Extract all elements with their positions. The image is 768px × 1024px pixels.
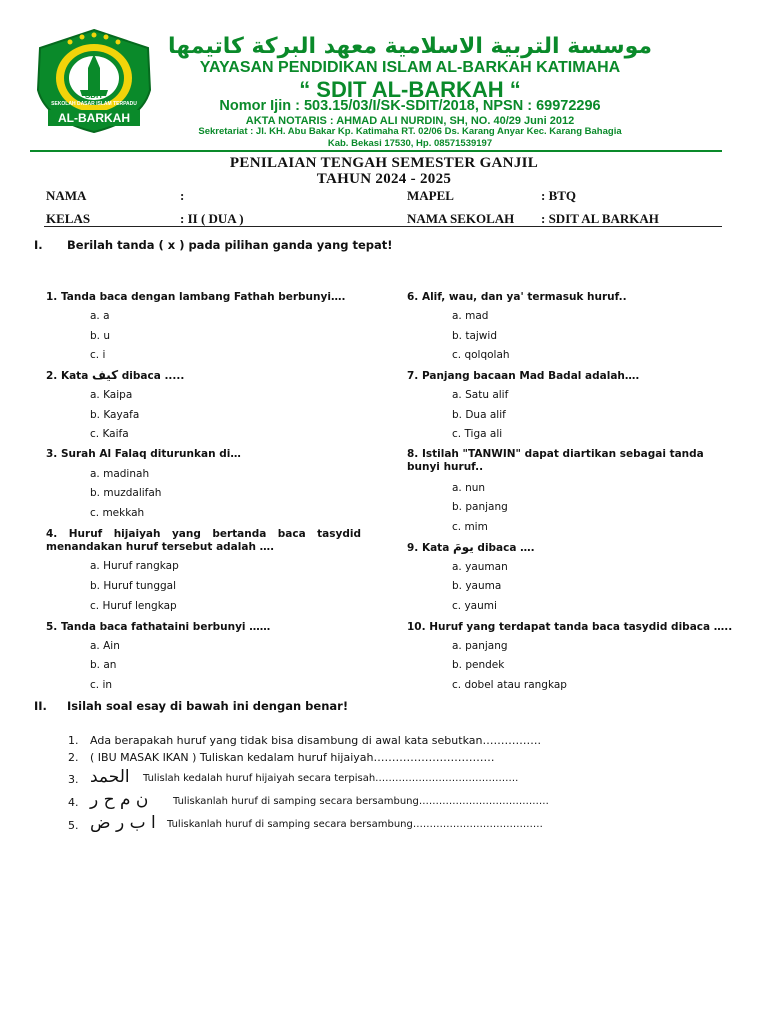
arabic-foundation-title: موسسة التربية الاسلامية معهد البركة كاتيمها	[167, 34, 653, 59]
q9-option-c[interactable]: c. yaumi	[452, 600, 497, 612]
q4-option-b[interactable]: b. Huruf tunggal	[90, 580, 177, 592]
school-label: NAMA SEKOLAH	[407, 211, 515, 226]
q8-option-c[interactable]: c. mim	[452, 521, 488, 533]
subject-label: MAPEL	[407, 188, 454, 203]
question-3: 3. Surah Al Falaq diturunkan di…	[46, 448, 241, 460]
q5-option-a[interactable]: a. Ain	[90, 640, 120, 652]
logo-banner-text: AL-BARKAH	[58, 111, 130, 125]
regency-phone: Kab. Bekasi 17530, Hp. 08571539197	[327, 138, 493, 149]
q7-option-b[interactable]: b. Dua alif	[452, 409, 506, 421]
essay-3-number: 3.	[68, 773, 79, 786]
class-label: KELAS	[46, 211, 91, 226]
essay-3-arabic: الحمد	[90, 767, 130, 787]
q3-option-c[interactable]: c. mekkah	[90, 507, 145, 519]
exam-title: PENILAIAN TENGAH SEMESTER GANJIL	[229, 155, 539, 171]
question-9-suffix: dibaca ….	[477, 542, 535, 554]
q2-option-c[interactable]: c. Kaifa	[90, 428, 129, 440]
essay-5-text: Tuliskanlah huruf di samping secara bersambung…………………………………	[167, 819, 543, 830]
q8-option-b[interactable]: b. panjang	[452, 501, 508, 513]
name-label: NAMA	[46, 188, 87, 203]
logo-sdit-text: SDIT	[84, 91, 104, 100]
essay-2-number: 2.	[68, 751, 79, 764]
q4-option-a[interactable]: a. Huruf rangkap	[90, 560, 179, 572]
q6-option-b[interactable]: b. tajwid	[452, 330, 497, 342]
section-2-number: II.	[34, 699, 47, 713]
q6-option-a[interactable]: a. mad	[452, 310, 489, 322]
question-9-prefix: 9. Kata	[407, 542, 450, 554]
essay-1-text: Ada berapakah huruf yang tidak bisa disambung di awal kata sebutkan…………….	[90, 734, 541, 747]
q3-option-a[interactable]: a. madinah	[90, 468, 150, 480]
q9-option-b[interactable]: b. yauma	[452, 580, 502, 592]
essay-3-text: Tulislah kedalah huruf hijaiyah secara terpisah…………………………………….	[143, 773, 519, 784]
q10-option-a[interactable]: a. panjang	[452, 640, 508, 652]
q2-option-b[interactable]: b. Kayafa	[90, 409, 140, 421]
school-value: : SDIT AL BARKAH	[541, 211, 659, 226]
q7-option-a[interactable]: a. Satu alif	[452, 389, 509, 401]
exam-year: TAHUN 2024 - 2025	[316, 171, 452, 187]
name-colon: :	[180, 188, 185, 203]
q3-option-b[interactable]: b. muzdalifah	[90, 487, 162, 499]
section-2-instruction: Isilah soal esay di bawah ini dengan benar!	[67, 699, 349, 713]
school-name: “ SDIT AL-BARKAH “	[299, 77, 521, 102]
foundation-name: YAYASAN PENDIDIKAN ISLAM AL-BARKAH KATIMAHA	[199, 59, 621, 76]
school-logo	[30, 28, 158, 134]
essay-4-text: Tuliskanlah huruf di samping secara bersambung…………………………………	[173, 796, 549, 807]
notary-deed: AKTA NOTARIS : AHMAD ALI NURDIN, SH, NO. 40/29 Juni 2012	[245, 115, 575, 127]
q9-option-a[interactable]: a. yauman	[452, 561, 508, 573]
q5-option-b[interactable]: b. an	[90, 659, 117, 671]
q10-option-b[interactable]: b. pendek	[452, 659, 505, 671]
question-9-arabic-word: يومَ	[452, 540, 474, 554]
essay-5-arabic: ا ب ر ض	[90, 813, 156, 833]
essay-1-number: 1.	[68, 734, 79, 747]
secretariat-address: Sekretariat : Jl. KH. Abu Bakar Kp. Katimaha RT. 02/06 Ds. Karang Anyar Kec. Karang Bahagia	[198, 126, 622, 137]
question-2-arabic-word: كيف	[91, 368, 119, 382]
subject-value: : BTQ	[541, 188, 577, 203]
question-6: 6. Alif, wau, dan ya' termasuk huruf..	[407, 291, 627, 303]
info-divider	[44, 226, 722, 227]
q10-option-c[interactable]: c. dobel atau rangkap	[452, 679, 567, 691]
essay-4-number: 4.	[68, 796, 79, 809]
question-10: 10. Huruf yang terdapat tanda baca tasydid dibaca …..	[407, 621, 733, 633]
q2-option-a[interactable]: a. Kaipa	[90, 389, 133, 401]
header-divider	[30, 150, 722, 152]
section-1-number: I.	[34, 238, 43, 252]
q1-option-b[interactable]: b. u	[90, 330, 110, 342]
q4-option-c[interactable]: c. Huruf lengkap	[90, 600, 177, 612]
essay-5-number: 5.	[68, 819, 79, 832]
question-8: 8. Istilah "TANWIN" dapat diartikan sebagai tanda bunyi huruf..	[407, 448, 704, 473]
logo-ring-text: SEKOLAH DASAR ISLAM TERPADU	[51, 101, 137, 107]
question-5: 5. Tanda baca fathataini berbunyi ……	[46, 621, 271, 633]
question-2	[46, 368, 184, 382]
question-9	[407, 540, 535, 554]
q1-option-a[interactable]: a. a	[90, 310, 110, 322]
question-4: 4. Huruf hijaiyah yang bertanda baca tasydid menandakan huruf tersebut adalah ….	[46, 528, 361, 553]
q5-option-c[interactable]: c. in	[90, 679, 113, 691]
permit-number: Nomor Ijin : 503.15/03/I/SK-SDIT/2018, NPSN : 69972296	[219, 98, 601, 114]
question-2-suffix: dibaca .....	[121, 370, 185, 382]
question-7: 7. Panjang bacaan Mad Badal adalah….	[407, 370, 640, 382]
q6-option-c[interactable]: c. qolqolah	[452, 349, 510, 361]
question-1: 1. Tanda baca dengan lambang Fathah berbunyi….	[46, 291, 346, 303]
essay-2-text: ( IBU MASAK IKAN ) Tuliskan kedalam huruf hijaiyah……………………………	[90, 751, 495, 764]
q7-option-c[interactable]: c. Tiga ali	[452, 428, 503, 440]
q1-option-c[interactable]: c. i	[90, 349, 106, 361]
q8-option-a[interactable]: a. nun	[452, 482, 486, 494]
class-value: : II ( DUA )	[180, 211, 244, 226]
question-2-prefix: 2. Kata	[46, 370, 89, 382]
section-1-instruction: Berilah tanda ( x ) pada pilihan ganda yang tepat!	[67, 238, 393, 252]
essay-4-arabic: ن م ح ر	[90, 790, 149, 810]
